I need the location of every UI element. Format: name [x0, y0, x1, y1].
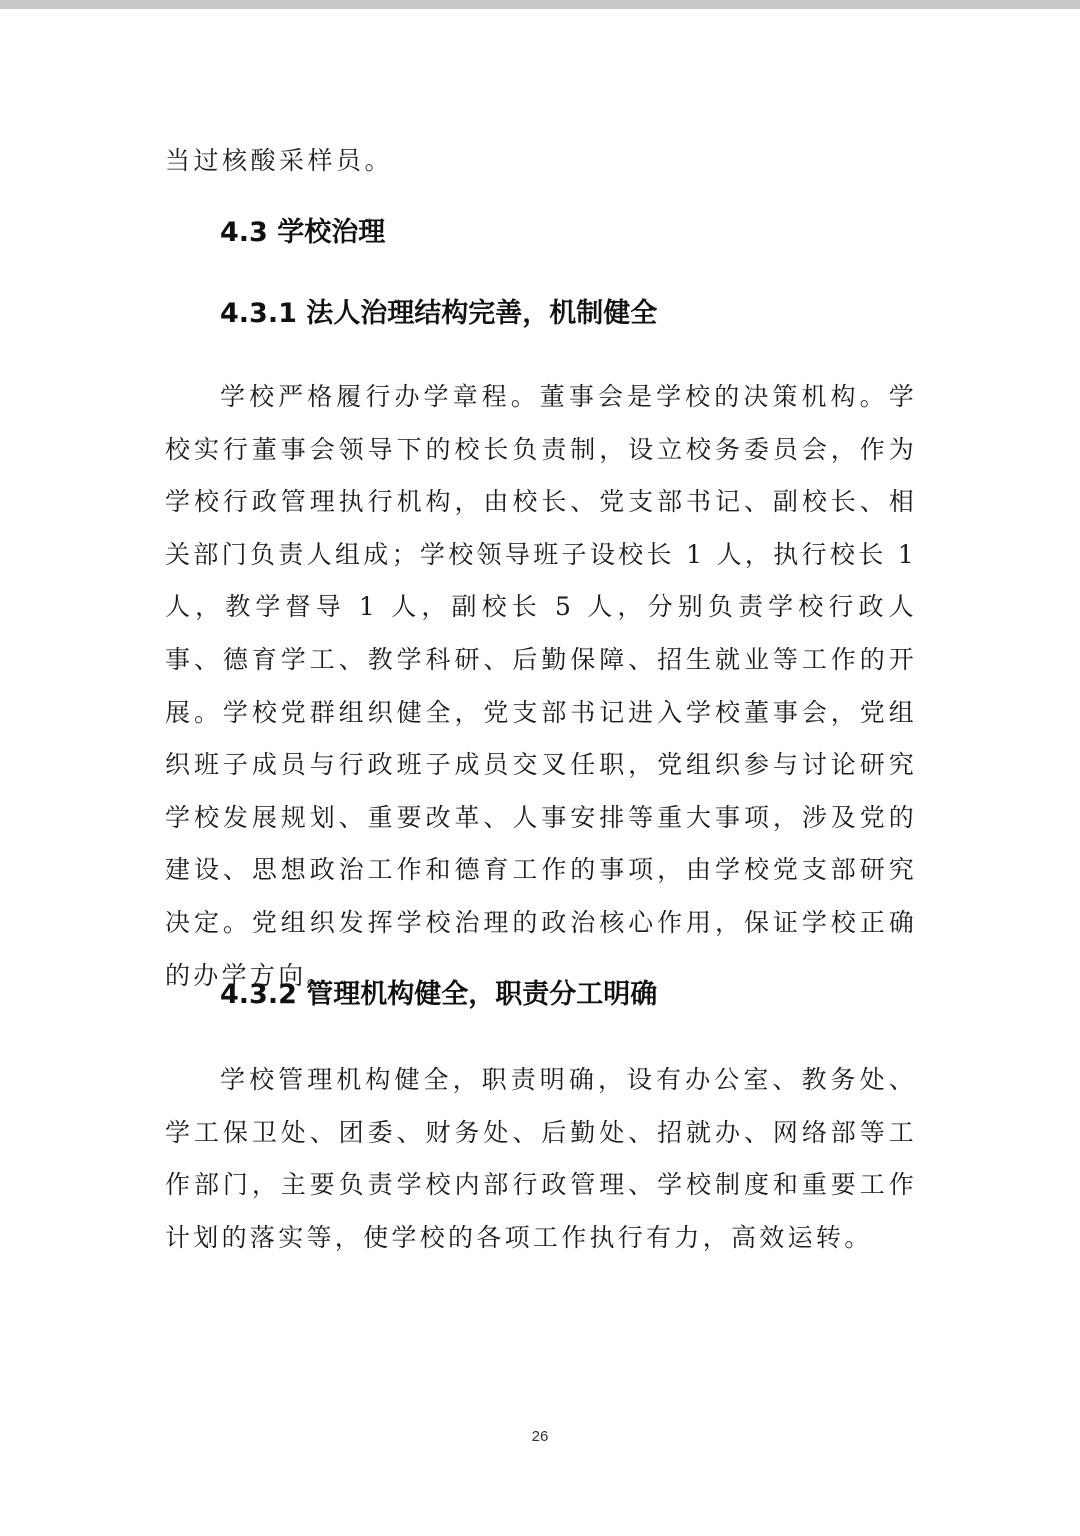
subsection-heading-4-3-2: 4.3.2 管理机构健全，职责分工明确	[220, 979, 658, 1010]
paragraph-management-departments: 学校管理机构健全，职责明确，设有办公室、教务处、学工保卫处、团委、财务处、后勤处、招就办、网络部等工作部门，主要负责学校内部行政管理、学校制度和重要工作计划的落实等，使学校的各项工作执行有力，高效运转。	[165, 1065, 917, 1252]
page-number: 26	[531, 1428, 549, 1445]
section-heading: 4.3 学校治理	[220, 217, 386, 248]
subsection-heading-4-3-1: 4.3.1 法人治理结构完善，机制健全	[220, 298, 658, 329]
paragraph-governance-structure: 学校严格履行办学章程。董事会是学校的决策机构。学校实行董事会领导下的校长负责制，设立校务委员会，作为学校行政管理执行机构，由校长、党支部书记、副校长、相关部门负责人组成；学校领导班子设校长 1 人，执行校长 1 人，教学督导 1 人，副校长 5 人，分别负责学校行政人事、德育学工、教学科研、后勤保障、招生就业等工作的开展。学校党群组织健全，党支部书记进入学校董事会，党组织班子成员与行政班子成员交叉任职，党组织参与讨论研究学校发展规划、重要改革、人事安排等重大事项，涉及党的建设、思想政治工作和德育工作的事项，由学校党支部研究决定。党组织发挥学校治理的政治核心作用，保证学校正确的办学方向。	[165, 382, 917, 990]
continuation-text: 当过核酸采样员。	[165, 146, 394, 175]
top-border-bar	[0, 0, 1080, 9]
